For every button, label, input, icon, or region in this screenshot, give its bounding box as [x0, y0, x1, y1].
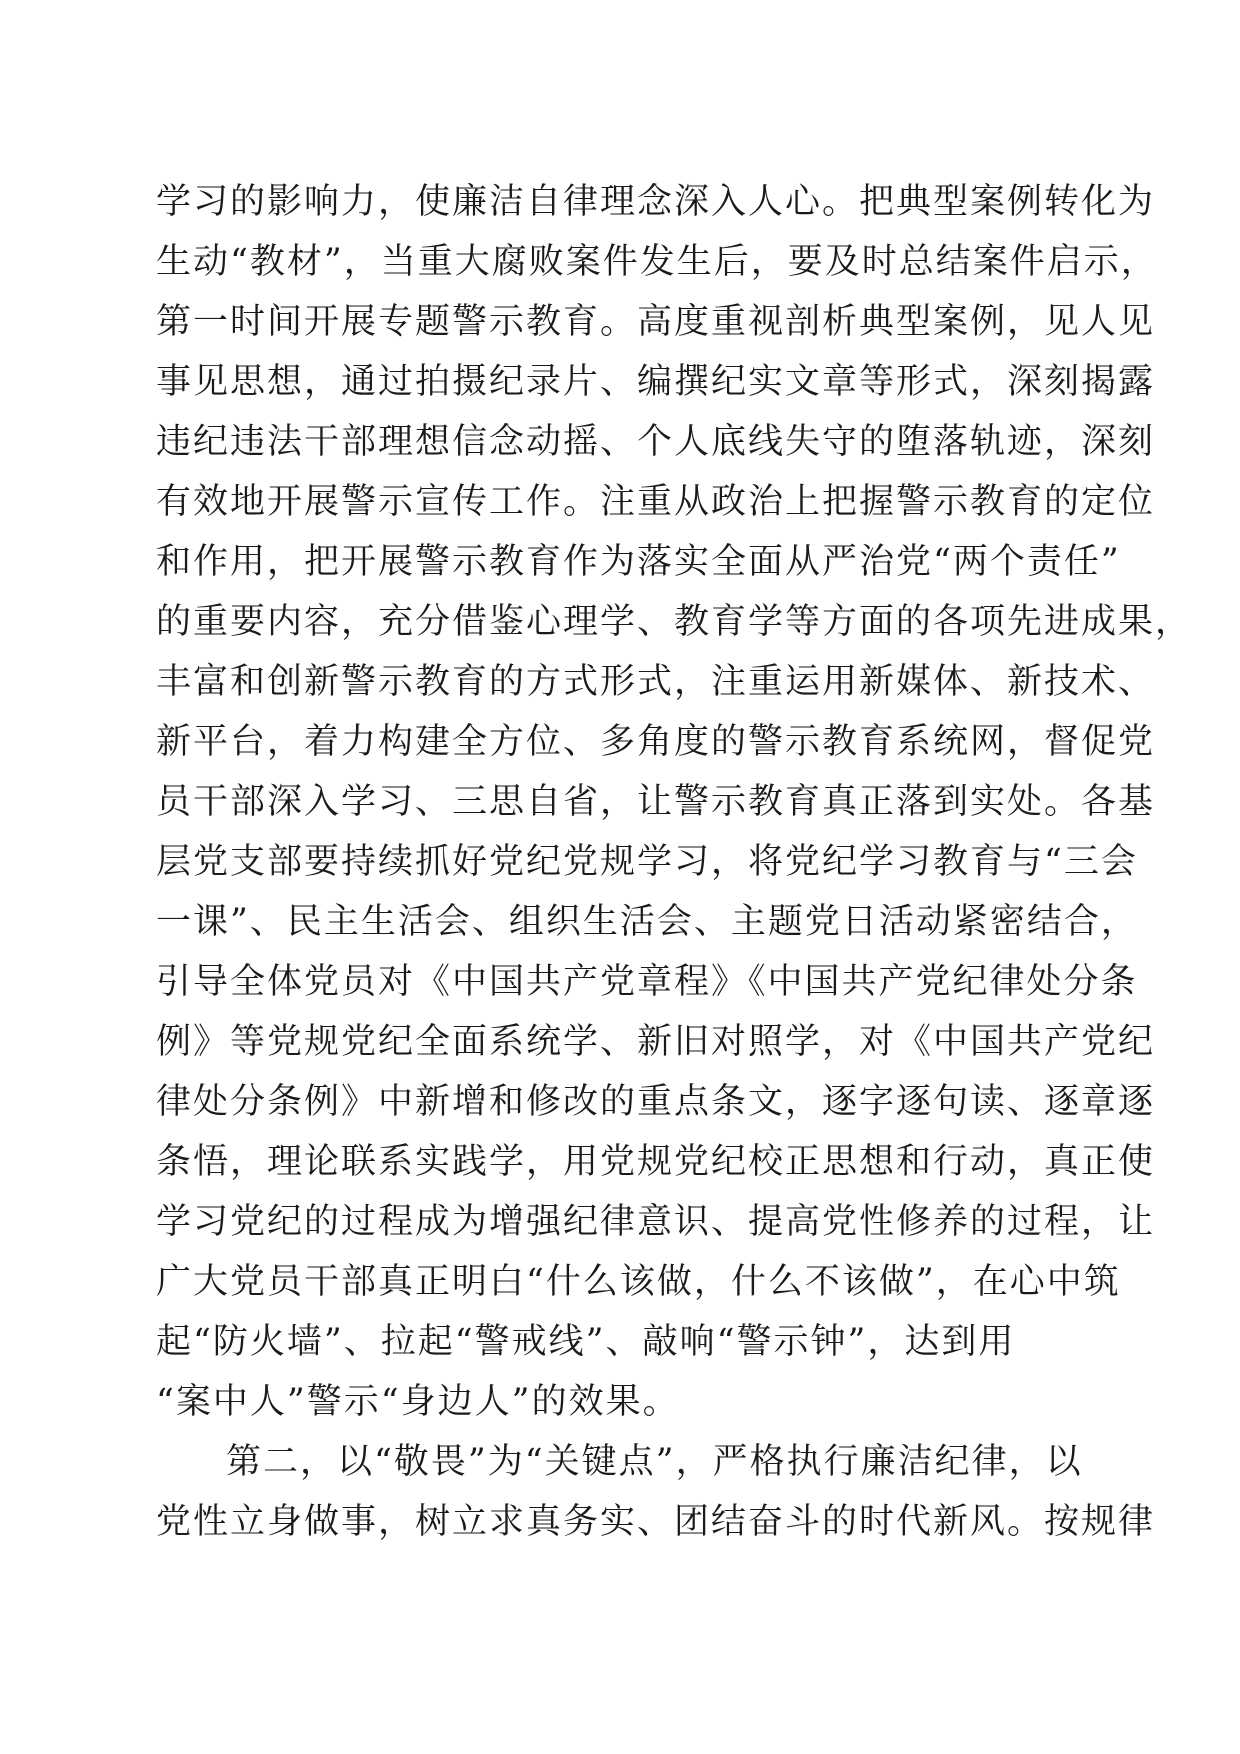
text-line-13: 一课”、民主生活会、组织生活会、主题党日活动紧密结合，: [156, 902, 1138, 942]
text-line-10: 新平台，着力构建全方位、多角度的警示教育系统网，督促党: [156, 722, 1156, 762]
text-line-23: 党性立身做事，树立求真务实、团结奋斗的时代新风。按规律: [156, 1502, 1156, 1542]
text-line-15: 例》等党规党纪全面系统学、新旧对照学，对《中国共产党纪: [156, 1022, 1156, 1062]
text-line-7: 和作用，把开展警示教育作为落实全面从严治党“两个责任”: [156, 542, 1121, 582]
text-line-5: 违纪违法干部理想信念动摇、个人底线失守的堕落轨迹，深刻: [156, 422, 1156, 462]
text-line-3: 第一时间开展专题警示教育。高度重视剖析典型案例，见人见: [156, 302, 1156, 342]
text-line-8: 的重要内容，充分借鉴心理学、教育学等方面的各项先进成果，: [156, 602, 1193, 642]
text-line-20: 起“防火墙”、拉起“警戒线”、敲响“警示钟”，达到用: [156, 1322, 1016, 1362]
text-line-14: 引导全体党员对《中国共产党章程》《中国共产党纪律处分条: [156, 962, 1138, 1002]
text-line-16: 律处分条例》中新增和修改的重点条文，逐字逐句读、逐章逐: [156, 1082, 1156, 1122]
text-line-4: 事见思想，通过拍摄纪录片、编撰纪实文章等形式，深刻揭露: [156, 362, 1156, 402]
text-line-22: 第二，以“敬畏”为“关键点”，严格执行廉洁纪律，以: [226, 1442, 1083, 1482]
text-line-9: 丰富和创新警示教育的方式形式，注重运用新媒体、新技术、: [156, 662, 1156, 702]
text-line-21: “案中人”警示“身边人”的效果。: [156, 1382, 680, 1422]
text-line-17: 条悟，理论联系实践学，用党规党纪校正思想和行动，真正使: [156, 1142, 1156, 1182]
text-line-11: 员干部深入学习、三思自省，让警示教育真正落到实处。各基: [156, 782, 1156, 822]
text-line-18: 学习党纪的过程成为增强纪律意识、提高党性修养的过程，让: [156, 1202, 1156, 1242]
text-line-19: 广大党员干部真正明白“什么该做，什么不该做”，在心中筑: [156, 1262, 1121, 1302]
text-line-12: 层党支部要持续抓好党纪党规学习，将党纪学习教育与“三会: [156, 842, 1138, 882]
text-line-1: 学习的影响力，使廉洁自律理念深入人心。把典型案例转化为: [156, 182, 1156, 222]
text-line-2: 生动“教材”，当重大腐败案件发生后，要及时总结案件启示，: [156, 242, 1158, 282]
text-line-6: 有效地开展警示宣传工作。注重从政治上把握警示教育的定位: [156, 482, 1156, 522]
